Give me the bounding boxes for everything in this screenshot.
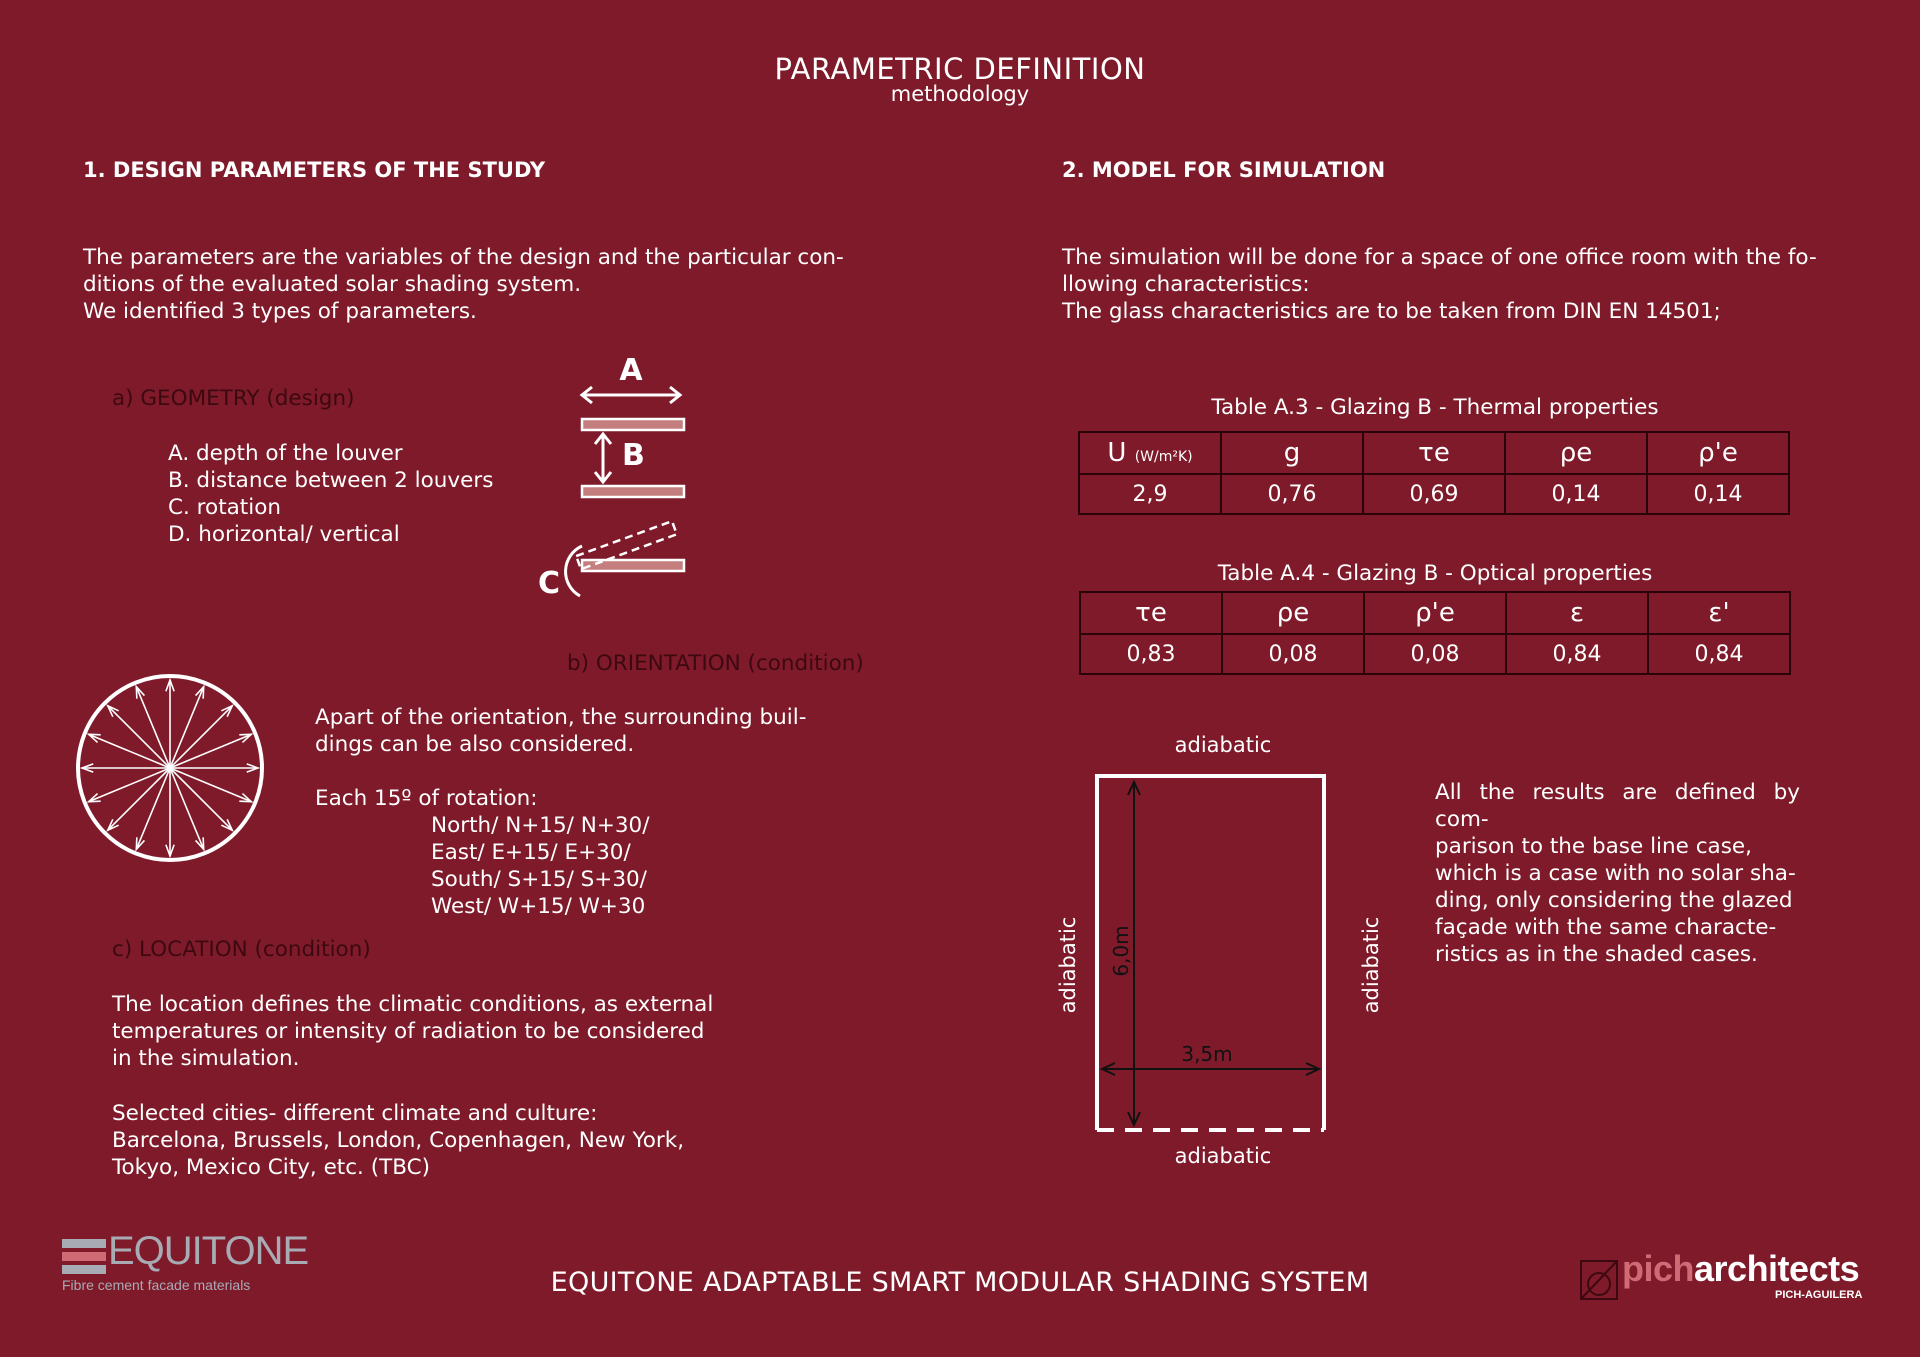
list-item: A. depth of the louver xyxy=(168,441,403,466)
compass-spoke xyxy=(108,768,170,830)
table-cell: 0,83 xyxy=(1080,634,1222,674)
table-row xyxy=(1079,432,1789,474)
adiabatic-top-label: adiabatic xyxy=(1174,733,1272,757)
list-item: West/ W+15/ W+30 xyxy=(431,894,646,919)
table-optical-caption: Table A.4 - Glazing B - Optical properties xyxy=(1217,561,1653,586)
section1-heading: 1. DESIGN PARAMETERS OF THE STUDY xyxy=(83,158,546,182)
adiabatic-left-label: adiabatic xyxy=(1056,916,1080,1014)
label-c: C xyxy=(538,566,561,601)
adiabatic-right-label: adiabatic xyxy=(1359,916,1383,1014)
width-label: 3,5m xyxy=(1181,1042,1233,1066)
results-text: All the results are defined by com- parison to the base line case, which is a case with no solar sha- ding, only considering the glazed façade with the same characte- ristics as in the shaded cases. xyxy=(1435,780,1800,967)
section2-heading: 2. MODEL FOR SIMULATION xyxy=(1062,158,1386,182)
equitone-logo xyxy=(62,1229,309,1295)
compass-spoke xyxy=(170,706,232,768)
location-heading: c) LOCATION (condition) xyxy=(112,937,371,962)
louver-rotated-base xyxy=(582,560,684,571)
equitone-name: EQUITONE xyxy=(108,1229,309,1273)
table-header-cell: ε xyxy=(1506,592,1648,634)
table-header-cell: U (W/m²K) xyxy=(1079,432,1221,474)
table-header-cell: τe xyxy=(1363,432,1505,474)
picharchitects-name: picharchitects xyxy=(1622,1248,1860,1289)
picharchitects-tagline: PICH-AGUILERA xyxy=(1775,1289,1863,1301)
table-cell: 0,14 xyxy=(1647,474,1789,514)
rotation-intro: Each 15º of rotation: xyxy=(315,786,538,811)
section1-intro: The parameters are the variables of the design and the particular con- ditions of the evaluated solar shading system. We identified 3 types of parameters. xyxy=(83,245,844,324)
room-diagram xyxy=(1050,725,1400,1175)
adiabatic-bottom-label: adiabatic xyxy=(1174,1144,1272,1168)
list-item: East/ E+15/ E+30/ xyxy=(431,840,631,865)
table-cell: 0,69 xyxy=(1363,474,1505,514)
compass-spoke xyxy=(170,768,232,830)
page-subtitle: methodology xyxy=(890,82,1030,106)
label-b: B xyxy=(622,438,645,473)
table-header-cell: ρe xyxy=(1505,432,1647,474)
table-header-cell: τe xyxy=(1080,592,1222,634)
table-header-cell: ε' xyxy=(1648,592,1790,634)
table-header-cell: ρ'e xyxy=(1647,432,1789,474)
section2-intro: The simulation will be done for a space of one office room with the fo- llowing characteristics: The glass characteristics are to be taken from DIN EN 14501; xyxy=(1062,245,1817,324)
table-row xyxy=(1079,474,1789,514)
table-optical xyxy=(1079,591,1791,675)
table-header-cell: ρ'e xyxy=(1364,592,1506,634)
list-item: South/ S+15/ S+30/ xyxy=(431,867,647,892)
list-item: C. rotation xyxy=(168,495,281,520)
geometry-list xyxy=(168,440,493,548)
u-unit: (W/m²K) xyxy=(1134,449,1193,465)
louver-top xyxy=(582,419,684,430)
equitone-mark-icon xyxy=(62,1239,106,1275)
location-text: The location defines the climatic conditions, as external temperatures or intensity of radiation to be considered in the simulation. xyxy=(112,992,714,1071)
location-cities: Selected cities- different climate and culture: Barcelona, Brussels, London, Copenhagen, New York, Tokyo, Mexico City, etc. (TBC) xyxy=(112,1101,685,1180)
list-item: D. horizontal/ vertical xyxy=(168,522,400,547)
page-title: PARAMETRIC DEFINITION xyxy=(774,52,1146,86)
list-item: B. distance between 2 louvers xyxy=(168,468,494,493)
list-item: North/ N+15/ N+30/ xyxy=(431,813,650,838)
table-header-cell: g xyxy=(1221,432,1363,474)
louver-diagram xyxy=(530,350,710,610)
table-thermal-caption: Table A.3 - Glazing B - Thermal properties xyxy=(1211,395,1659,420)
table-cell: 0,14 xyxy=(1505,474,1647,514)
table-cell: 0,76 xyxy=(1221,474,1363,514)
louver-bottom xyxy=(582,486,684,497)
table-row xyxy=(1080,634,1790,674)
height-label: 6,0m xyxy=(1109,925,1133,977)
picharchitects-logo xyxy=(1580,1250,1880,1305)
table-cell: 0,08 xyxy=(1364,634,1506,674)
picharchitects-mark-icon xyxy=(1580,1260,1620,1302)
table-row xyxy=(1080,592,1790,634)
orientation-text: Apart of the orientation, the surrounding buil- dings can be also considered. xyxy=(315,705,807,757)
table-cell: 0,84 xyxy=(1506,634,1648,674)
compass-icon xyxy=(70,668,270,868)
equitone-tagline: Fibre cement facade materials xyxy=(62,1277,251,1293)
table-header-cell: ρe xyxy=(1222,592,1364,634)
footer-title: EQUITONE ADAPTABLE SMART MODULAR SHADING SYSTEM xyxy=(550,1267,1370,1298)
table-thermal xyxy=(1078,431,1790,515)
label-a: A xyxy=(619,353,643,388)
compass-spoke xyxy=(108,706,170,768)
table-cell: 2,9 xyxy=(1079,474,1221,514)
orientation-heading: b) ORIENTATION (condition) xyxy=(567,651,864,676)
table-cell: 0,08 xyxy=(1222,634,1364,674)
table-cell: 0,84 xyxy=(1648,634,1790,674)
rotation-list xyxy=(431,812,649,920)
geometry-heading: a) GEOMETRY (design) xyxy=(112,386,355,411)
